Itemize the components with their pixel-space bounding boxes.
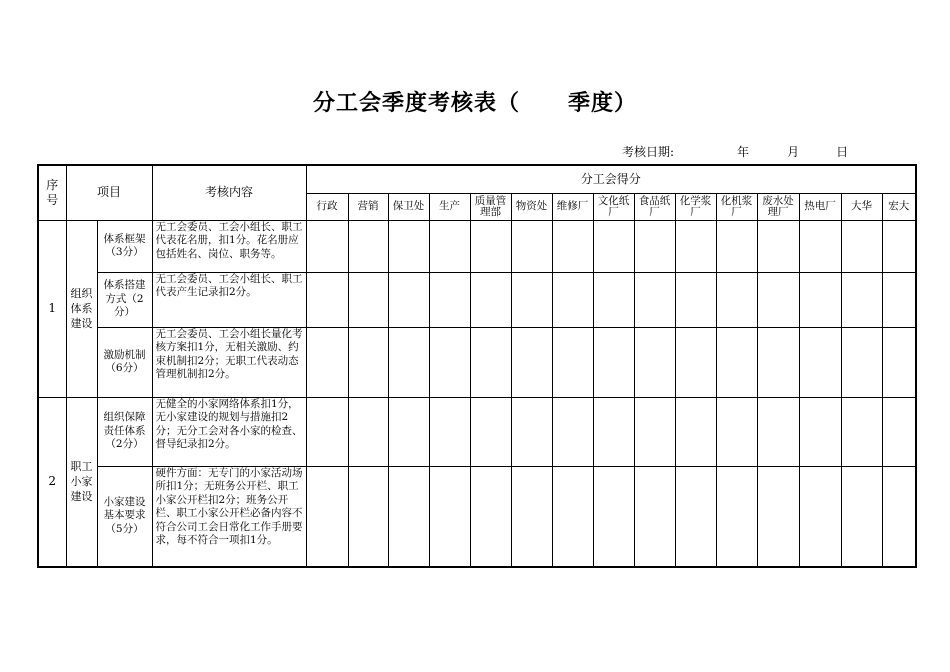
score-cell[interactable] bbox=[675, 397, 716, 466]
table-row bbox=[38, 397, 916, 466]
page-title bbox=[0, 86, 950, 117]
score-cell[interactable] bbox=[634, 327, 675, 397]
score-cell[interactable] bbox=[799, 327, 841, 397]
header-dept: 维修厂 bbox=[552, 193, 593, 220]
score-cell[interactable] bbox=[675, 327, 716, 397]
score-cell[interactable] bbox=[348, 220, 388, 272]
row-content: 无工会委员、工会小组长、职工代表花名册，扣1分。花名册应包括姓名、岗位、职务等。 bbox=[152, 220, 306, 272]
header-dept: 大华 bbox=[841, 193, 882, 220]
score-cell[interactable] bbox=[882, 220, 916, 272]
header-dept: 化学浆厂 bbox=[675, 193, 716, 220]
score-cell[interactable] bbox=[799, 220, 841, 272]
score-cell[interactable] bbox=[675, 272, 716, 327]
date-month: 月 bbox=[787, 145, 800, 159]
date-year: 年 bbox=[737, 145, 750, 159]
score-cell[interactable] bbox=[634, 272, 675, 327]
header-dept: 保卫处 bbox=[388, 193, 429, 220]
score-cell[interactable] bbox=[716, 220, 757, 272]
score-cell[interactable] bbox=[388, 272, 429, 327]
row-item: 体系框架（3分） bbox=[97, 220, 152, 272]
score-cell[interactable] bbox=[757, 466, 799, 567]
score-cell[interactable] bbox=[716, 327, 757, 397]
score-cell[interactable] bbox=[388, 397, 429, 466]
score-cell[interactable] bbox=[882, 272, 916, 327]
score-cell[interactable] bbox=[306, 327, 348, 397]
score-cell[interactable] bbox=[634, 397, 675, 466]
score-cell[interactable] bbox=[511, 397, 552, 466]
score-cell[interactable] bbox=[675, 220, 716, 272]
header-dept: 食品纸厂 bbox=[634, 193, 675, 220]
score-cell[interactable] bbox=[388, 327, 429, 397]
score-cell[interactable] bbox=[306, 466, 348, 567]
score-cell[interactable] bbox=[388, 466, 429, 567]
score-cell[interactable] bbox=[552, 327, 593, 397]
score-cell[interactable] bbox=[593, 466, 634, 567]
score-cell[interactable] bbox=[757, 327, 799, 397]
score-cell[interactable] bbox=[511, 272, 552, 327]
date-day: 日 bbox=[836, 145, 849, 159]
score-cell[interactable] bbox=[429, 327, 470, 397]
header-dept: 生产 bbox=[429, 193, 470, 220]
score-cell[interactable] bbox=[882, 397, 916, 466]
score-cell[interactable] bbox=[306, 397, 348, 466]
score-cell[interactable] bbox=[552, 272, 593, 327]
score-cell[interactable] bbox=[348, 272, 388, 327]
score-cell[interactable] bbox=[470, 272, 511, 327]
assessment-table bbox=[37, 164, 917, 568]
score-cell[interactable] bbox=[841, 397, 882, 466]
score-cell[interactable] bbox=[593, 272, 634, 327]
score-cell[interactable] bbox=[470, 397, 511, 466]
header-dept: 热电厂 bbox=[799, 193, 841, 220]
header-dept: 行政 bbox=[306, 193, 348, 220]
score-cell[interactable] bbox=[841, 220, 882, 272]
score-cell[interactable] bbox=[716, 272, 757, 327]
date-label: 考核日期: bbox=[622, 145, 675, 159]
score-cell[interactable] bbox=[348, 466, 388, 567]
row-content: 无工会委员、工会小组长量化考核方案扣1分，无相关激励、约束机制扣2分；无职工代表动态管理机制扣2分。 bbox=[152, 327, 306, 397]
header-score-group: 分工会得分 bbox=[306, 165, 916, 193]
score-cell[interactable] bbox=[552, 466, 593, 567]
score-cell[interactable] bbox=[593, 220, 634, 272]
header-dept: 质量管理部 bbox=[470, 193, 511, 220]
score-cell[interactable] bbox=[429, 272, 470, 327]
score-cell[interactable] bbox=[511, 220, 552, 272]
score-cell[interactable] bbox=[511, 327, 552, 397]
table-row bbox=[38, 272, 916, 327]
score-cell[interactable] bbox=[841, 327, 882, 397]
row-seq: 2 bbox=[38, 397, 66, 567]
row-item: 小家建设基本要求（5分） bbox=[97, 466, 152, 567]
score-cell[interactable] bbox=[716, 397, 757, 466]
score-cell[interactable] bbox=[306, 272, 348, 327]
score-cell[interactable] bbox=[593, 327, 634, 397]
row-content: 无健全的小家网络体系扣1分，无小家建设的规划与措施扣2分；无分工会对各小家的检查、督导纪录扣2分。 bbox=[152, 397, 306, 466]
score-cell[interactable] bbox=[716, 466, 757, 567]
table-row bbox=[38, 327, 916, 397]
score-cell[interactable] bbox=[429, 397, 470, 466]
score-cell[interactable] bbox=[552, 220, 593, 272]
score-cell[interactable] bbox=[429, 466, 470, 567]
title-right: 季度） bbox=[568, 91, 638, 116]
row-item: 组织保障责任体系（2分） bbox=[97, 397, 152, 466]
row-content: 无工会委员、工会小组长、职工代表产生记录扣2分。 bbox=[152, 272, 306, 327]
score-cell[interactable] bbox=[306, 220, 348, 272]
date-line bbox=[622, 143, 848, 160]
score-cell[interactable] bbox=[634, 466, 675, 567]
header-dept: 物资处 bbox=[511, 193, 552, 220]
row-content: 硬件方面：无专门的小家活动场所扣1分；无班务公开栏、职工小家公开栏扣2分；班务公开栏、职工小家公开栏必备内容不符合公司工会日常化工作手册要求，每不符合一项扣1分。 bbox=[152, 466, 306, 567]
row-item: 体系搭建方式（2分） bbox=[97, 272, 152, 327]
title-left: 分工会季度考核表（ bbox=[312, 91, 520, 116]
score-cell[interactable] bbox=[470, 466, 511, 567]
score-cell[interactable] bbox=[757, 272, 799, 327]
row-item: 激励机制（6分） bbox=[97, 327, 152, 397]
score-cell[interactable] bbox=[841, 272, 882, 327]
header-dept: 废水处理厂 bbox=[757, 193, 799, 220]
score-cell[interactable] bbox=[388, 220, 429, 272]
score-cell[interactable] bbox=[348, 397, 388, 466]
table-row bbox=[38, 466, 916, 567]
score-cell[interactable] bbox=[552, 397, 593, 466]
header-dept: 文化纸厂 bbox=[593, 193, 634, 220]
score-cell[interactable] bbox=[799, 397, 841, 466]
row-category: 组织体系建设 bbox=[66, 220, 97, 397]
score-cell[interactable] bbox=[799, 466, 841, 567]
score-cell[interactable] bbox=[429, 220, 470, 272]
header-dept: 营销 bbox=[348, 193, 388, 220]
score-cell[interactable] bbox=[799, 272, 841, 327]
score-cell[interactable] bbox=[470, 327, 511, 397]
score-cell[interactable] bbox=[675, 466, 716, 567]
score-cell[interactable] bbox=[470, 220, 511, 272]
score-cell[interactable] bbox=[882, 466, 916, 567]
row-seq: 1 bbox=[38, 220, 66, 397]
header-project: 项目 bbox=[66, 165, 152, 220]
header-dept: 宏大 bbox=[882, 193, 916, 220]
score-cell[interactable] bbox=[593, 397, 634, 466]
header-seq: 序号 bbox=[38, 165, 66, 220]
score-cell[interactable] bbox=[634, 220, 675, 272]
score-cell[interactable] bbox=[757, 220, 799, 272]
header-content: 考核内容 bbox=[152, 165, 306, 220]
score-cell[interactable] bbox=[348, 327, 388, 397]
table-row bbox=[38, 220, 916, 272]
score-cell[interactable] bbox=[757, 397, 799, 466]
row-category: 职工小家建设 bbox=[66, 397, 97, 567]
header-dept: 化机浆厂 bbox=[716, 193, 757, 220]
score-cell[interactable] bbox=[882, 327, 916, 397]
score-cell[interactable] bbox=[841, 466, 882, 567]
score-cell[interactable] bbox=[511, 466, 552, 567]
